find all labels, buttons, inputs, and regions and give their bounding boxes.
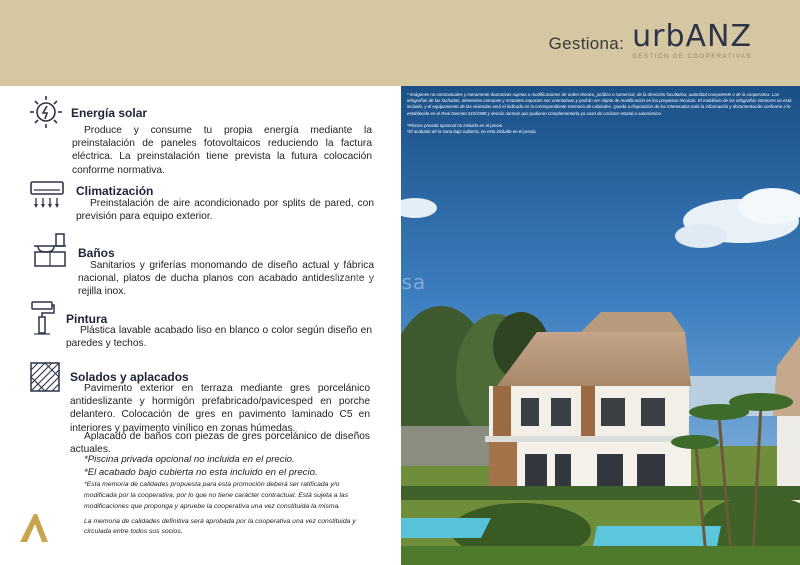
note-piscina: *Piscina privada opcional no incluida en el precio.	[84, 454, 295, 465]
feature-description: Sanitarios y griferías monomando de diseño actual y fábrica nacional, platos de ducha planos con acabado antideslizante y rejilla inox.	[78, 260, 374, 298]
brand-gestiona-label: Gestiona:	[548, 34, 625, 53]
feature-description: Plástica lavable acabado liso en blanco o color según diseño en paredes y techos.	[66, 325, 372, 350]
header-band	[0, 0, 800, 86]
brand-logo	[632, 19, 752, 60]
brand-logo-text: urbANZ	[632, 19, 752, 54]
feature-title: Climatización	[76, 184, 154, 198]
floor-tiles-icon	[30, 362, 60, 392]
paint-roller-icon	[30, 300, 56, 336]
feature-description: Pavimento exterior en terraza mediante gres porcelánico antideslizante y hormigón prefabricado/pavicesped en porche delantero. Colocación de gres en pavimento laminado C5 en interiores y pavimento vinílico en zonas húmedas.	[70, 383, 370, 434]
feature-description-secondary: Aplacado de baños con piezas de gres porcelánico de diseños actuales.	[70, 431, 370, 456]
feature-description: Produce y consume tu propia energía mediante la preinstalación de paneles fotovoltaicos reduciendo la factura eléctrica. La preinstalación tiene prevista la futura colocación conforme normativa.	[72, 125, 372, 176]
brand-mark-icon	[16, 510, 52, 546]
watermark: fotocasa	[333, 270, 427, 294]
feature-title: Solados y aplacados	[70, 370, 189, 384]
disclaimer-text: * Imágenes no contractuales y meramente ilustrativas sujetas a modificaciones de orden técnico, jurídico o comercial, de la dirección facultativa, autoridad competente o de la cooperativa. Las infografías de las fachadas, elementos comunes y restantes espacios son orientativas y podrán ser objeto de modificación en los proyectos técnicos. El mobiliario de las infografías interiores no está incluido, y el equipamiento de las viviendas será el indicado en la correspondiente memoria de calidades. Queda a disposición de los interesados toda la información y documentación conforme a lo establecido en el Real Decreto 515/1989 y demás normas que pudieran complementarla ya sean de carácter estatal o autonómico.	[407, 92, 792, 116]
notes	[84, 454, 374, 538]
feature-description: Preinstalación de aire acondicionado por splits de pared, con previsión para equipo exterior.	[76, 198, 374, 223]
brand	[548, 19, 752, 60]
feature-title: Pintura	[66, 312, 108, 326]
disclaimer-piscina: *Piscina privada opcional no incluida en el precio.	[407, 122, 504, 128]
features-panel	[0, 86, 401, 565]
solar-energy-icon	[28, 94, 68, 130]
bathroom-icon	[32, 232, 68, 270]
image-disclaimer	[407, 92, 795, 135]
note-acabado: *El acabado bajo cubierta no esta incluido en el precio.	[84, 466, 318, 478]
house-render-image	[401, 86, 800, 565]
brand-logo-subtitle: GESTIÓN DE COOPERATIVAS	[632, 54, 752, 60]
house-illustration	[401, 86, 800, 565]
note-definitiva: La memoria de calidades definitiva será aprobada por la cooperativa una vez constituida y circulada entre todos sus socios.	[84, 517, 356, 536]
feature-title: Energía solar	[71, 106, 148, 120]
air-conditioner-icon	[30, 180, 66, 210]
feature-title: Baños	[78, 246, 115, 260]
note-memoria: *Esta memoria de calidades propuesta para esta promoción deberá ser ratificada y/o modificada por la cooperativa, por lo que no tiene carácter contractual. Está sujeta a las modificaciones que proponga y apruebe la cooperativa una vez constituida la misma.	[84, 481, 349, 510]
disclaimer-acabado: *El acabado de la zona bajo cubierta, no esta incluido en el precio.	[407, 129, 537, 135]
